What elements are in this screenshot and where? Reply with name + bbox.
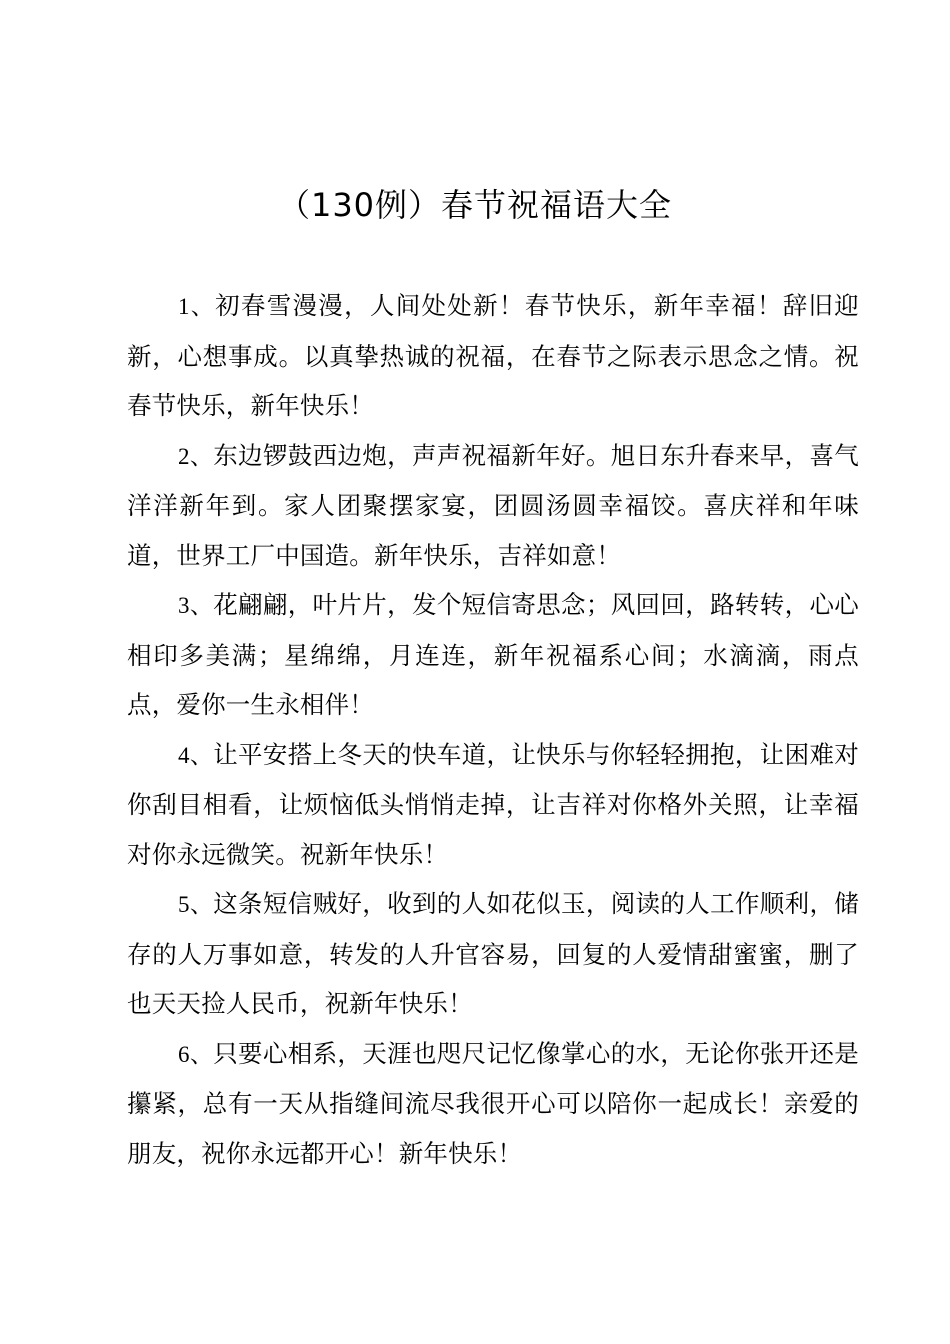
paragraph-3 bbox=[127, 580, 859, 730]
paragraph-number: 2、 bbox=[178, 443, 214, 469]
paragraph-6 bbox=[127, 1029, 859, 1179]
paragraph-number: 1、 bbox=[178, 294, 216, 319]
paragraph-2 bbox=[127, 431, 859, 581]
paragraph-text: 东边锣鼓西边炮，声声祝福新年好。旭日东升春来早，喜气洋洋新年到。家人团聚摆家宴，团圆汤圆幸福饺。喜庆祥和年味道，世界工厂中国造。新年快乐，吉祥如意！ bbox=[127, 440, 860, 570]
paragraph-text: 让平安搭上冬天的快车道，让快乐与你轻轻拥抱，让困难对你刮目相看，让烦恼低头悄悄走掉，让吉祥对你格外关照，让幸福对你永远微笑。祝新年快乐！ bbox=[127, 739, 860, 869]
paragraph-text: 这条短信贼好，收到的人如花似玉，阅读的人工作顺利，储存的人万事如意，转发的人升官容易，回复的人爱情甜蜜蜜，删了也天天捡人民币，祝新年快乐！ bbox=[127, 889, 860, 1018]
paragraph-text: 花翩翩，叶片片，发个短信寄思念；风回回，路转转，心心相印多美满；星绵绵，月连连，新年祝福系心间；水滴滴，雨点点，爱你一生永相伴！ bbox=[127, 590, 860, 719]
paragraph-number: 4、 bbox=[178, 742, 214, 768]
document-body bbox=[127, 281, 859, 1178]
paragraph-number: 3、 bbox=[178, 593, 214, 618]
paragraph-1 bbox=[127, 281, 859, 431]
paragraph-text: 初春雪漫漫，人间处处新！春节快乐，新年幸福！辞旧迎新，心想事成。以真挚热诚的祝福，在春节之际表示思念之情。祝春节快乐，新年快乐！ bbox=[127, 291, 860, 420]
paragraph-4 bbox=[127, 730, 859, 880]
paragraph-number: 6、 bbox=[178, 1041, 214, 1067]
document-title: （130例）春节祝福语大全 bbox=[277, 186, 673, 224]
paragraph-5 bbox=[127, 879, 859, 1029]
paragraph-text: 只要心相系，天涯也咫尺记忆像掌心的水，无论你张开还是攥紧，总有一天从指缝间流尽我很开心可以陪你一起成长！亲爱的朋友，祝你永远都开心！新年快乐！ bbox=[127, 1038, 860, 1168]
paragraph-number: 5、 bbox=[178, 892, 214, 917]
